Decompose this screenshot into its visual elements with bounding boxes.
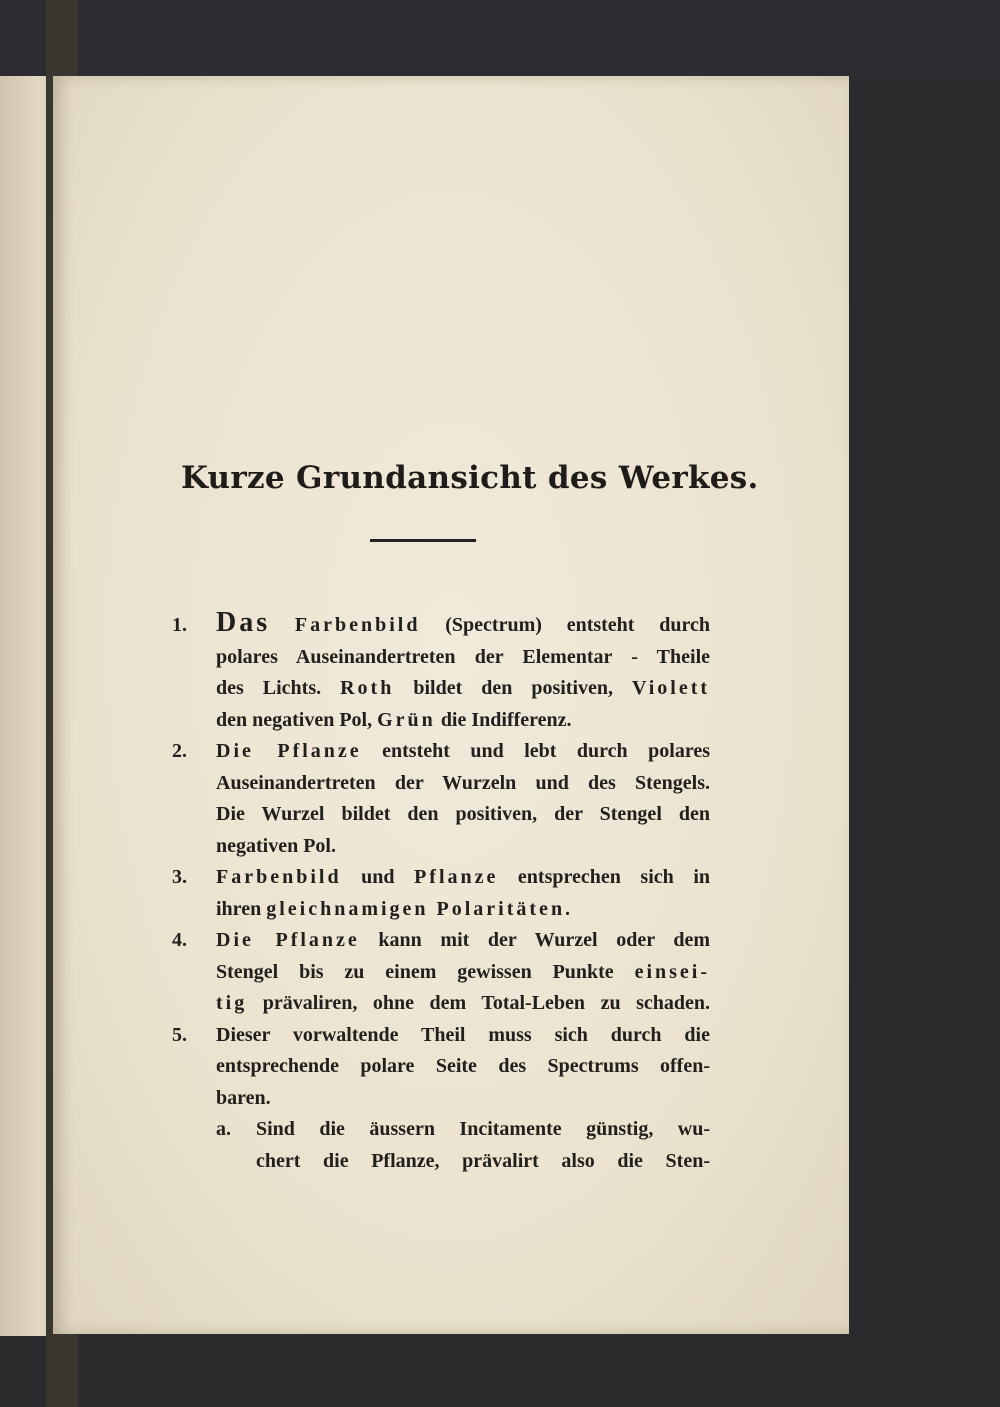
sub-item-text [256,1114,710,1177]
text-body [172,607,711,1177]
background-top [0,0,1000,80]
text-line: Sind die äussern Incitamente günstig, wu- [256,1118,710,1140]
item-text [216,925,710,1020]
item-text [216,862,710,925]
item-number: 4. [172,929,187,951]
item-number: 1. [172,614,187,636]
item-text [216,607,711,736]
item-text [216,1020,710,1115]
list-item [172,1020,710,1115]
text-line: Stengel bis zu einem gewissen Punkte einsei- [216,960,710,983]
text-line: Dieser vorwaltende Theil muss sich durch die [216,1023,710,1046]
item-number: 3. [172,866,187,888]
page-title: Kurze Grundansicht des Werkes. [181,460,759,496]
text-line: Das Farbenbild (Spectrum) entsteht durch [216,607,710,638]
text-line: polares Auseinandertreten der Elementar - Theile [216,645,710,668]
item-number: 5. [172,1023,187,1046]
text-line: Farbenbild und Pflanze entsprechen sich in [216,866,711,888]
list-item [172,862,710,925]
sub-item [216,1114,710,1177]
text-line: Die Pflanze kann mit der Wurzel oder dem [216,929,711,951]
list-item [172,736,710,862]
text-line: tig prävaliren, ohne dem Total-Leben zu schaden. [216,992,710,1014]
item-text [216,736,710,862]
text-line: baren. [216,1086,271,1109]
text-line: Die Wurzel bildet den positiven, der Stengel den [216,803,710,825]
text-line: negativen Pol. [216,834,336,857]
text-line: des Lichts. Roth bildet den positiven, Violett [216,677,711,699]
text-line: Die Pflanze entsteht und lebt durch polares [216,740,711,762]
title-rule [370,539,476,542]
text-line: entsprechende polare Seite des Spectrums offen- [216,1055,710,1077]
text-line: Auseinandertreten der Wurzeln und des Stengels. [216,771,710,794]
text-line: chert die Pflanze, prävalirt also die Sten- [256,1149,710,1172]
item-number: 2. [172,740,187,762]
list-item [172,925,710,1020]
list-item [172,607,711,736]
text-line: ihren gleichnamigen Polaritäten. [216,897,574,920]
text-line: den negativen Pol, Grün die Indifferenz. [216,708,572,731]
sub-item-letter: a. [216,1118,231,1140]
